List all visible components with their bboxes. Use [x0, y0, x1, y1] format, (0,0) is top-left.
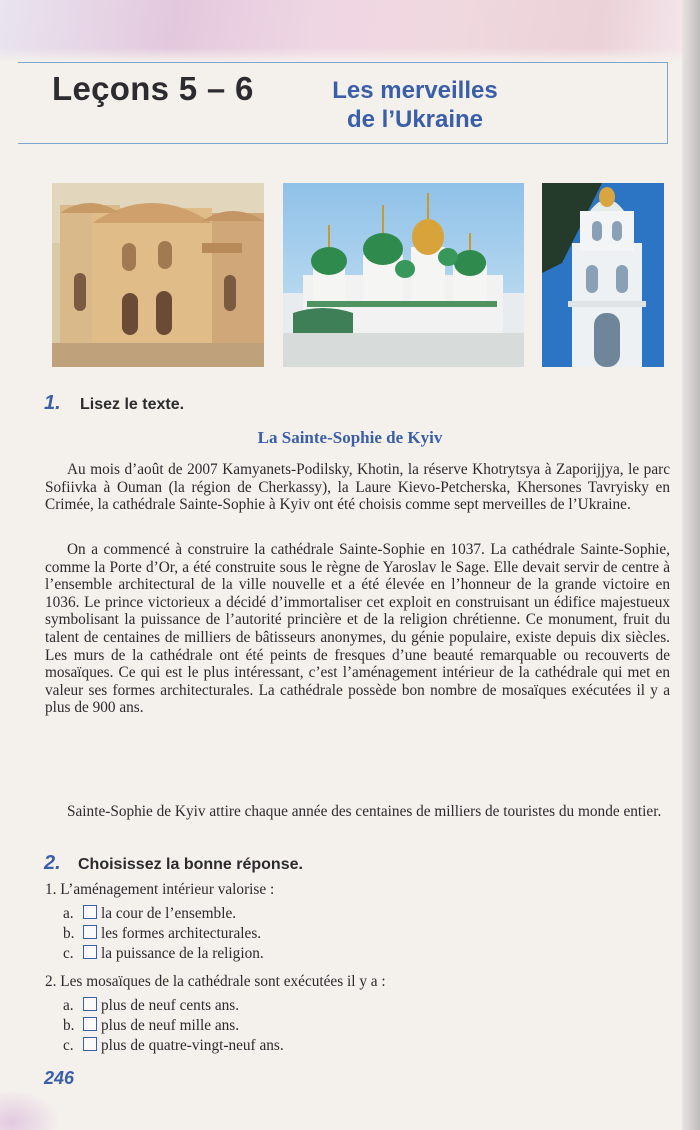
- question-2-option-a[interactable]: [63, 996, 239, 1016]
- exercise-1-instruction: Lisez le texte.: [80, 396, 185, 413]
- decorative-header-band: [0, 0, 700, 62]
- reading-title: La Sainte-Sophie de Kyiv: [257, 428, 443, 447]
- page-number: 246: [44, 1068, 75, 1088]
- question-2-option-c[interactable]: [63, 1036, 284, 1056]
- paragraph-1: Au mois d’août de 2007 Kamyanets-Podilsky, Khotin, la réserve Khotrytsya à Zaporijjya, le parc Sofiivka à Ouman (la région de Cherkassy), la Laure Kievo-Petcherska, Khersones Tavryisky en Crimée, la cathédrale Sainte-Sophie à Kyiv ont été choisis comme sept merveilles de l’Ukraine.: [45, 461, 670, 514]
- option-letter: c.: [63, 945, 74, 962]
- lesson-title-line1: Les merveilles: [332, 77, 498, 104]
- question-1-option-c[interactable]: [63, 944, 264, 964]
- question-2: 2. Les mosaïques de la cathédrale sont exécutées il y a :: [45, 973, 386, 990]
- lesson-title: [300, 76, 530, 134]
- question-1-option-a[interactable]: [63, 904, 236, 924]
- option-text: les formes architecturales.: [101, 925, 262, 942]
- checkbox[interactable]: [83, 1017, 97, 1031]
- paragraph-3: Sainte-Sophie de Kyiv attire chaque année des centaines de milliers de touristes du monde entier.: [67, 803, 662, 820]
- option-letter: c.: [63, 1037, 74, 1054]
- question-1: 1. L’aménagement intérieur valorise :: [45, 881, 275, 898]
- option-text: plus de quatre-vingt-neuf ans.: [101, 1037, 284, 1054]
- option-letter: a.: [63, 905, 74, 922]
- question-1-option-b[interactable]: [63, 924, 261, 944]
- exercise-2-number: 2.: [44, 852, 61, 874]
- paragraph-2: On a commencé à construire la cathédrale Sainte-Sophie en 1037. La cathédrale Sainte-Sophie, comme la Porte d’Or, a été construite sous le règne de Yaroslav le Sage. Elle devait servir de centre à l’ensemble architectural de la ville nouvelle et a été élevée en l’honneur de la grande victoire en 1036. Le prince victorieux a décidé d’immortaliser cet exploit en construisant un édifice majestueux symbolisant la puissance de l’autorité princière et de la religion chrétienne. Ce monument, fruit du talent de centaines de milliers de bâtisseurs anonymes, du génie populaire, existe depuis dix siècles. Les murs de la cathédrale ont été peints de fresques d’une beauté remarquable ou recouverts de mosaïques. Ce qui est le plus intéressant, c’est l’aménagement intérieur de la cathédrale qui met en valeur ses formes architecturales. La cathédrale possède bon nombre de mosaïques exécutées il y a plus de 900 ans.: [45, 541, 670, 717]
- checkbox[interactable]: [83, 945, 97, 959]
- exercise-1-number: 1.: [44, 392, 61, 414]
- cathedral-apse-photo: [52, 183, 264, 367]
- checkbox[interactable]: [83, 997, 97, 1011]
- option-text: la cour de l’ensemble.: [101, 905, 237, 922]
- corner-decoration: [0, 1090, 60, 1130]
- option-letter: a.: [63, 997, 74, 1014]
- option-letter: b.: [63, 1017, 75, 1034]
- option-text: plus de neuf cents ans.: [101, 997, 240, 1014]
- lesson-number: Leçons 5 – 6: [52, 70, 254, 107]
- option-text: la puissance de la religion.: [101, 945, 264, 962]
- question-2-option-b[interactable]: [63, 1016, 239, 1036]
- checkbox[interactable]: [83, 905, 97, 919]
- checkbox[interactable]: [83, 1037, 97, 1051]
- checkbox[interactable]: [83, 925, 97, 939]
- page-edge-shadow: [682, 0, 700, 1130]
- green-domed-cathedral-photo: [283, 183, 524, 367]
- option-text: plus de neuf mille ans.: [101, 1017, 240, 1034]
- lesson-title-line2: de l’Ukraine: [346, 106, 484, 133]
- option-letter: b.: [63, 925, 75, 942]
- bell-tower-photo: [542, 183, 664, 367]
- exercise-2-instruction: Choisissez la bonne réponse.: [78, 856, 303, 873]
